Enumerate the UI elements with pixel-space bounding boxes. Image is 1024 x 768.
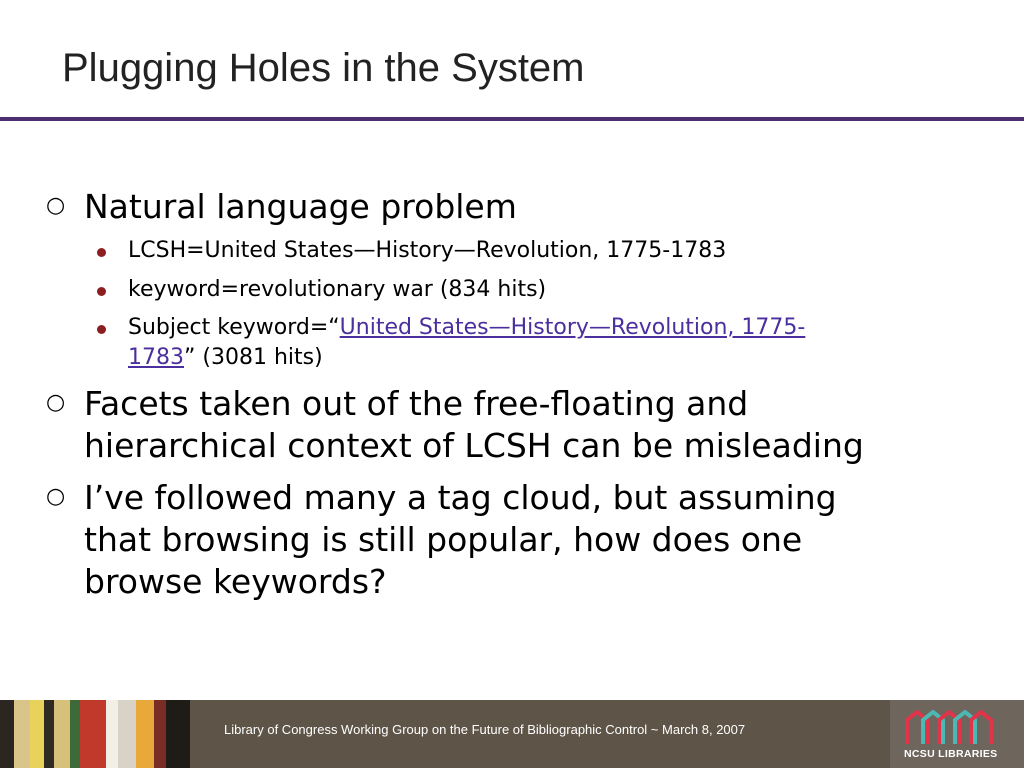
footer-bar xyxy=(0,700,1024,768)
slide-title: Plugging Holes in the System xyxy=(62,46,585,90)
subject-keyword-suffix: ” (3081 hits) xyxy=(184,345,323,370)
bullet-facets xyxy=(84,383,954,467)
facets-line2: hierarchical context of LCSH can be misleading xyxy=(84,426,864,465)
sub-bullet-lcsh: LCSH=United States—History—Revolution, 1775-1783 xyxy=(128,238,727,263)
sub-bullet-keyword: keyword=revolutionary war (834 hits) xyxy=(128,277,547,302)
bookshelf-image xyxy=(0,700,190,768)
filled-dot-bullet-icon xyxy=(97,287,106,296)
facets-line1: Facets taken out of the free-floating and xyxy=(84,384,749,423)
tag-cloud-line3: browse keywords? xyxy=(84,562,387,601)
ncsu-libraries-label: NCSU LIBRARIES xyxy=(904,748,998,760)
hollow-circle-bullet-icon: ○ xyxy=(46,390,66,415)
filled-dot-bullet-icon xyxy=(97,325,106,334)
hollow-circle-bullet-icon: ○ xyxy=(46,484,66,509)
bullet-natural-language: Natural language problem xyxy=(84,187,517,226)
subject-keyword-prefix: Subject keyword=“ xyxy=(128,315,340,340)
sub-bullet-subject-keyword xyxy=(128,313,928,373)
lcsh-link-line1[interactable]: United States—History—Revolution, 1775- xyxy=(339,315,806,340)
bullet-tag-cloud xyxy=(84,477,954,603)
tag-cloud-line1: I’ve followed many a tag cloud, but assuming xyxy=(84,478,837,517)
tag-cloud-line2: that browsing is still popular, how does one xyxy=(84,520,803,559)
ncsu-libraries-logo-icon xyxy=(905,710,1003,746)
lcsh-link-line2[interactable]: 1783 xyxy=(128,345,184,370)
filled-dot-bullet-icon xyxy=(97,248,106,257)
hollow-circle-bullet-icon: ○ xyxy=(46,193,66,218)
footer-caption: Library of Congress Working Group on the Future of Bibliographic Control ~ March 8, 2007 xyxy=(224,722,746,737)
